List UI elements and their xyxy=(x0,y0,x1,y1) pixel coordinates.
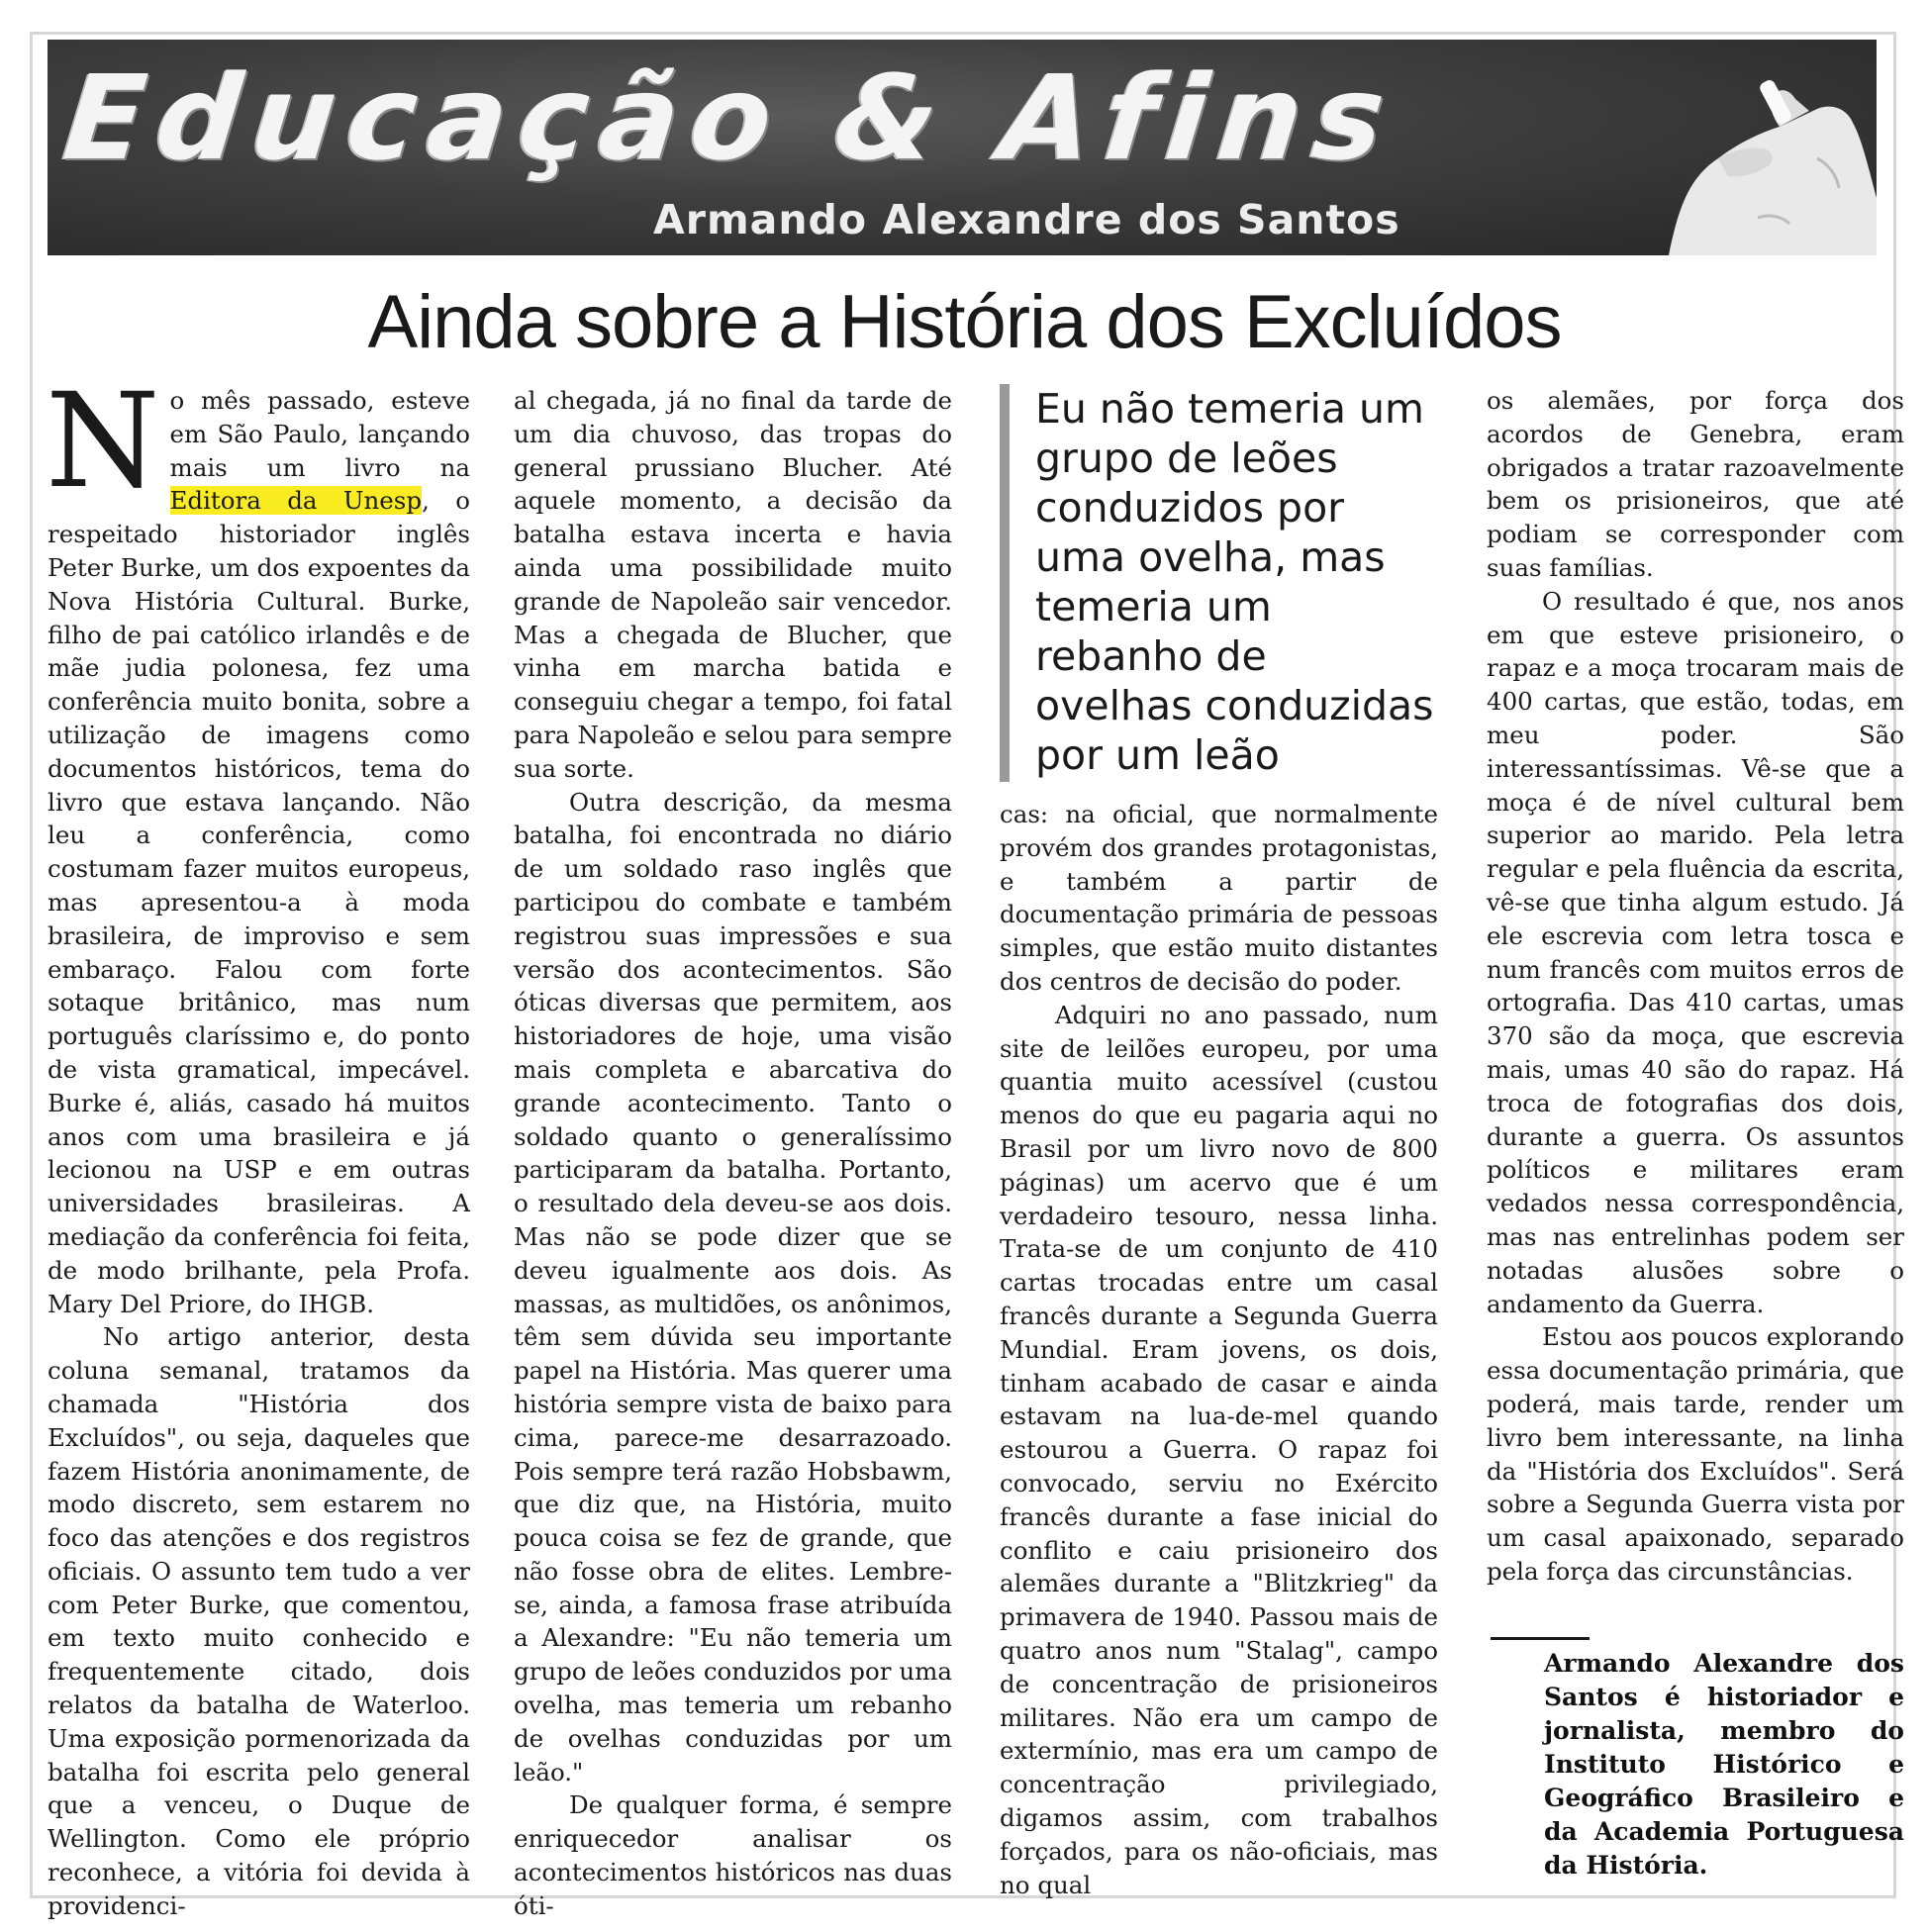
drop-cap: N xyxy=(46,365,160,518)
text-run: , o respeitado historiador inglês Peter Burke, um dos expoentes da Nova História Cultural. Burke, filho de pai católico irlandês e de mãe judia polonesa, fez uma conferência muito bonita, sobre a utilização de imagens como documentos históricos, tema do livro que estava lançando. Não leu a conferência, como costumam fazer muitos europeus, mas apresentou-a à moda brasileira, de improviso e sem embaraço. Falou com forte sotaque britânico, mas num português claríssimo e, do ponto de vista gramatical, impecável. Burke é, aliás, casado há muitos anos com uma brasileira e já lecionou na USP e em outras universidades brasileiras. A mediação da conferência foi feita, de modo brilhante, pela Profa. Mary Del Priore, do IHGB. xyxy=(48,486,471,1318)
paragraph xyxy=(46,365,471,1320)
paragraph: al chegada, já no final da tarde de um dia chuvoso, das tropas do general prussiano Blucher. Até aquele momento, a decisão da batalha estava incerta e havia ainda uma possibilidade muito grande de Napoleão sair vencedor. Mas a chegada de Blucher, que vinha em marcha batida e conseguiu chegar a tempo, foi fatal para Napoleão e selou para sempre sua sorte. xyxy=(514,386,952,783)
paragraph: De qualquer forma, é sempre enriquecedor analisar os acontecimentos históricos nas duas óti- xyxy=(514,1790,952,1920)
article-column-3 xyxy=(1000,384,1438,1901)
paragraph: os alemães, por força dos acordos de Genebra, eram obrigados a tratar razoavelmente bem os prisioneiros, que até podiam se corresponder com suas famílias. xyxy=(1487,386,1904,582)
pull-quote: Eu não temeria um grupo de leões conduzidos por uma ovelha, mas temeria um rebanho de ovelhas conduzidas por um leão xyxy=(1000,384,1435,782)
article-column-1 xyxy=(46,365,471,1923)
article-column-4 xyxy=(1487,384,1904,1589)
paragraph: Estou aos poucos explorando essa documentação primária, que poderá, mais tarde, render um livro bem interessante, na linha da "História dos Excluídos". Será sobre a Segunda Guerra vista por um casal apaixonado, separado pela força das circunstâncias. xyxy=(1487,1322,1904,1586)
paragraph: Adquiri no ano passado, num site de leilões europeu, por uma quantia muito acessível (custou menos do que eu pagaria aqui no Brasil por um livro novo de 800 páginas) um acervo que é um verdadeiro tesouro, nessa linha. Trata-se de um conjunto de 410 cartas trocadas entre um casal francês durante a Segunda Guerra Mundial. Eram jovens, os dois, tinham acabado de casar e ainda estavam na lua-de-mel quando estourou a Guerra. O rapaz foi convocado, serviu no Exército francês durante a fase inicial do conflito e caiu prisioneiro dos alemães durante a "Blitzkrieg" da primavera de 1940. Passou mais de quatro anos num "Stalag", campo de concentração de prisioneiros militares. Não era um campo de extermínio, mas era um campo de concentração privilegiado, digamos assim, com trabalhos forçados, para os não-oficiais, mas no qual xyxy=(1000,1000,1438,1899)
author-bio: Armando Alexandre dos Santos é historiador e jornalista, membro do Instituto Histórico e Geográfico Brasileiro e da Academia Portuguesa da História. xyxy=(1544,1649,1904,1880)
column-title: Educação & Afins xyxy=(57,49,1402,186)
bio-divider xyxy=(1491,1637,1590,1640)
article-headline: Ainda sobre a História dos Excluídos xyxy=(367,280,1562,364)
text-run: o mês passado, esteve em São Paulo, lançando mais um livro na xyxy=(169,386,470,482)
column-banner xyxy=(48,40,1877,255)
paragraph: cas: na oficial, que normalmente provém dos grandes protagonistas, e também a partir de documentação primária de pessoas simples, que estão muito distantes dos centros de decisão do poder. xyxy=(1000,800,1438,996)
paragraph: Outra descrição, da mesma batalha, foi encontrada no diário de um soldado raso inglês que participou do combate e também registrou suas impressões e sua versão dos acontecimentos. São óticas diversas que permitem, aos historiadores de hoje, uma visão mais completa e abarcativa do grande acontecimento. Tanto o soldado quanto o generalíssimo participaram da batalha. Portanto, o resultado dela deveu-se aos dois. Mas não se pode dizer que se deveu igualmente aos dois. As massas, as multidões, os anônimos, têm sem dúvida seu importante papel na História. Mas querer uma história sempre vista de baixo para cima, parece-me desarrazoado. Pois sempre terá razão Hobsbawm, que diz que, na História, muito pouca coisa se fez de grande, que não fosse obra de elites. Lembre-se, ainda, a famosa frase atribuída a Alexandre: "Eu não temeria um grupo de leões conduzidos por uma ovelha, mas temeria um rebanho de ovelhas conduzidas por um leão." xyxy=(514,787,952,1787)
article-column-2 xyxy=(514,384,952,1923)
paragraph: O resultado é que, nos anos em que esteve prisioneiro, o rapaz e a moça trocaram mais de 400 cartas, que estão, todas, em meu poder. São interessantíssimas. Vê-se que a moça é de nível cultural bem superior ao marido. Pela letra regular e pela fluência da escrita, vê-se que tinha algum estudo. Já ele escrevia com letra tosca e num francês com muitos erros de ortografia. Das 410 cartas, umas 370 são da moça, que escrevia mais, umas 40 são do rapaz. Há troca de fotografias dos dois, durante a guerra. Os assuntos políticos e militares eram vedados nessa correspondência, mas nas entrelinhas podem ser notadas alusões sobre o andamento da Guerra. xyxy=(1487,586,1904,1318)
chalk-hand-illustration xyxy=(1520,40,1877,255)
banner-author: Armando Alexandre dos Santos xyxy=(653,196,1400,243)
paragraph: No artigo anterior, desta coluna semanal, tratamos da chamada "História dos Excluídos", ou seja, daqueles que fazem História anonimamente, de modo discreto, sem estarem no foco das atenções e dos registros oficiais. O assunto tem tudo a ver com Peter Burke, que comentou, em texto muito conhecido e frequentemente citado, dois relatos da batalha de Waterloo. Uma exposição pormenorizada da batalha foi escrita pelo general que a venceu, o Duque de Wellington. Como ele próprio reconhece, a vitória foi devida à providenci- xyxy=(48,1322,470,1920)
highlighted-publisher: Editora da Unesp xyxy=(169,486,423,516)
